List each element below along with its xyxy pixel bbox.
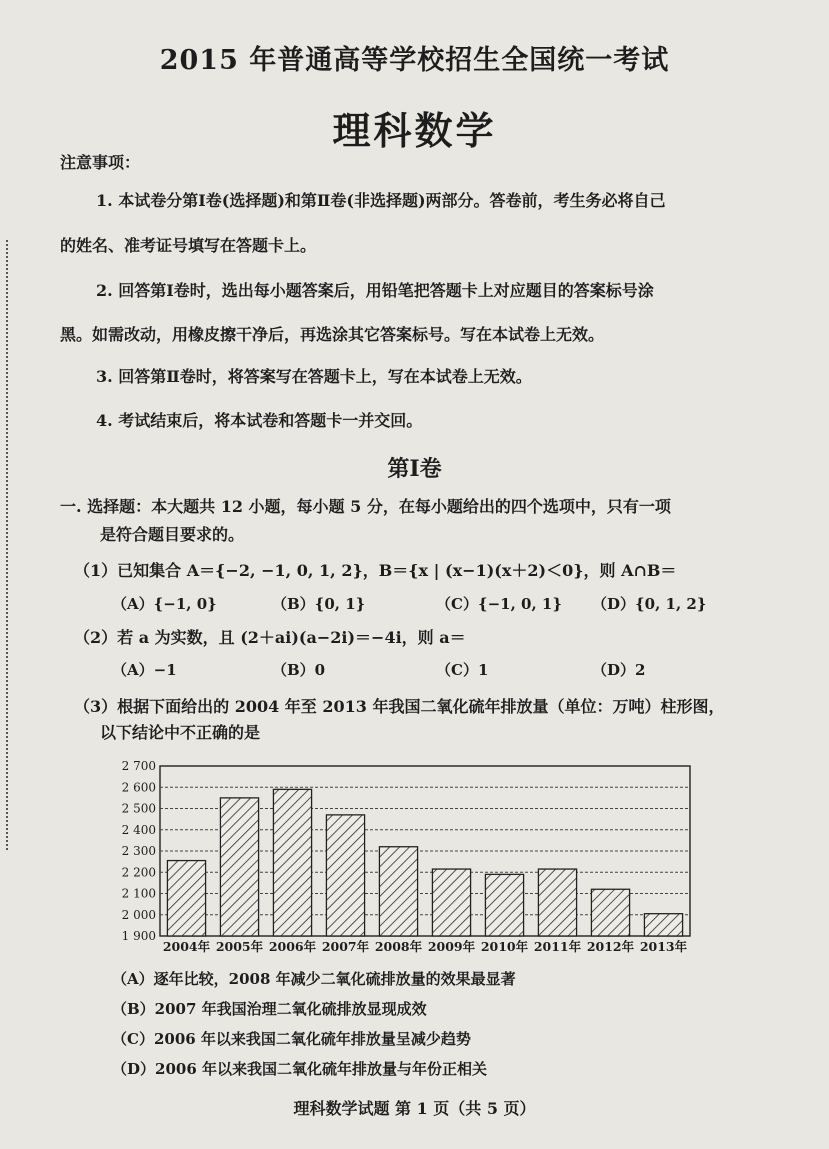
y-tick-label: 2 500	[121, 801, 156, 816]
question-1-option-b: （B）{0, 1}	[272, 595, 366, 613]
section-instruction-line-2: 是符合题目要求的。	[100, 525, 245, 544]
y-tick-label: 1 900	[121, 929, 156, 943]
question-1-option-d: （D）{0, 1, 2}	[592, 595, 707, 613]
question-2-stem: （2）若 a 为实数，且 (2＋ai)(a−2i)＝−4i，则 a＝	[74, 628, 466, 647]
x-tick-label: 2007年	[321, 939, 370, 954]
note-3: 3. 回答第Ⅱ卷时，将答案写在答题卡上，写在本试卷上无效。	[96, 367, 532, 386]
y-tick-label: 2 300	[121, 844, 156, 858]
x-tick-label: 2006年	[268, 939, 317, 954]
bar-2004年	[167, 861, 205, 936]
y-tick-label: 2 100	[121, 886, 156, 901]
question-3-option-d: （D）2006 年以来我国二氧化硫年排放量与年份正相关	[112, 1060, 487, 1078]
question-3-stem-line-1: （3）根据下面给出的 2004 年至 2013 年我国二氧化硫年排放量（单位：万吨）柱形图，	[74, 697, 725, 716]
exam-title: 2015 年普通高等学校招生全国统一考试	[159, 45, 670, 76]
page-footer: 理科数学试题 第 1 页（共 5 页）	[293, 1099, 536, 1118]
bar-2013年	[644, 914, 682, 936]
y-tick-label: 2 000	[121, 907, 156, 922]
binding-dotted-line	[6, 240, 8, 850]
note-1-line-2: 的姓名、准考证号填写在答题卡上。	[60, 236, 317, 255]
x-tick-label: 2009年	[427, 939, 476, 954]
question-1-option-a: （A）{−1, 0}	[112, 595, 217, 613]
x-tick-label: 2011年	[533, 939, 582, 954]
section-title: 第Ⅰ卷	[387, 456, 442, 482]
y-tick-label: 2 400	[121, 822, 156, 837]
bar-2011年	[538, 869, 576, 936]
note-4: 4. 考试结束后，将本试卷和答题卡一并交回。	[96, 411, 423, 430]
question-2-option-a: （A）−1	[112, 661, 177, 679]
x-tick-label: 2013年	[639, 939, 688, 954]
bar-2012年	[591, 889, 629, 936]
y-tick-label: 2 200	[121, 865, 156, 880]
question-1-stem: （1）已知集合 A＝{−2, −1, 0, 1, 2}，B＝{x | (x−1)(x＋2)＜0}，则 A∩B＝	[74, 561, 677, 580]
note-1-line-1: 1. 本试卷分第Ⅰ卷(选择题)和第Ⅱ卷(非选择题)两部分。答卷前，考生务必将自己	[96, 191, 666, 210]
question-3-option-c: （C）2006 年以来我国二氧化硫年排放量呈减少趋势	[112, 1030, 471, 1048]
bar-2009年	[432, 869, 470, 936]
y-tick-label: 2 600	[121, 780, 156, 795]
y-tick-label: 2 700	[121, 759, 156, 773]
question-2-option-c: （C）1	[436, 661, 489, 679]
question-2-option-d: （D）2	[592, 661, 646, 679]
x-tick-label: 2005年	[215, 939, 264, 954]
question-1-option-c: （C）{−1, 0, 1}	[436, 595, 562, 613]
notes-heading: 注意事项：	[60, 153, 141, 172]
x-tick-label: 2010年	[480, 939, 529, 954]
so2-emission-bar-chart	[108, 742, 698, 964]
question-3-option-a: （A）逐年比较，2008 年减少二氧化硫排放量的效果最显著	[112, 970, 516, 988]
x-tick-label: 2012年	[586, 939, 635, 954]
question-3-stem-line-2: 以下结论中不正确的是	[100, 723, 261, 742]
question-2-option-b: （B）0	[272, 661, 326, 679]
bar-2005年	[220, 798, 258, 936]
note-2-line-1: 2. 回答第Ⅰ卷时，选出每小题答案后，用铅笔把答题卡上对应题目的答案标号涂	[96, 281, 654, 300]
bar-2008年	[379, 847, 417, 936]
x-tick-label: 2008年	[374, 939, 423, 954]
question-3-option-b: （B）2007 年我国治理二氧化硫排放显现成效	[112, 1000, 427, 1018]
subject-title: 理科数学	[332, 108, 497, 153]
bar-2010年	[485, 874, 523, 936]
bar-2007年	[326, 815, 364, 936]
note-2-line-2: 黑。如需改动，用橡皮擦干净后，再选涂其它答案标号。写在本试卷上无效。	[60, 325, 605, 344]
bar-2006年	[273, 789, 311, 936]
x-tick-label: 2004年	[162, 939, 211, 954]
section-instruction-line-1: 一. 选择题：本大题共 12 小题，每小题 5 分，在每小题给出的四个选项中，只有一项	[60, 497, 671, 516]
